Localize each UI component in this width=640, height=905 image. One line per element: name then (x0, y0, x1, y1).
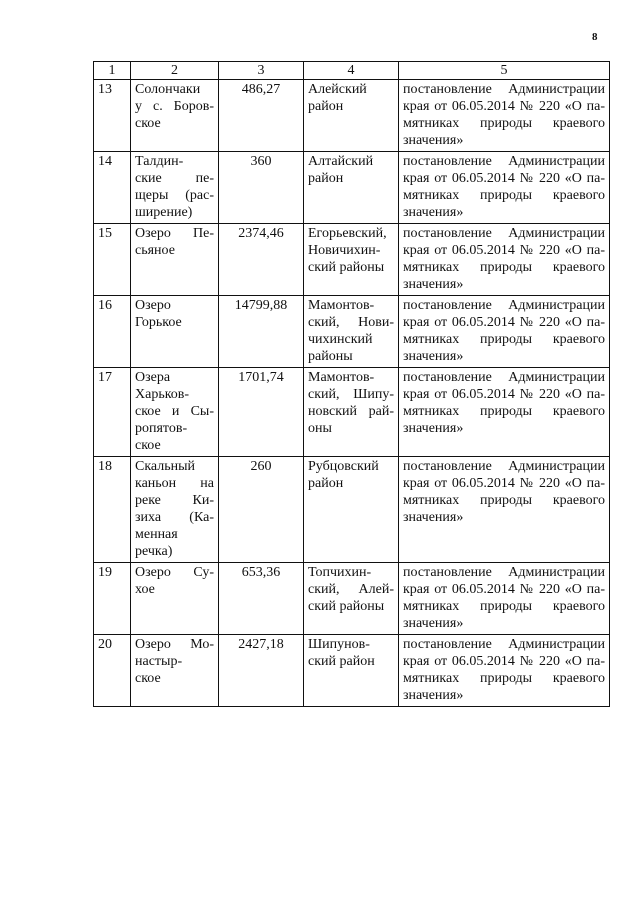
table-row (94, 635, 610, 707)
column-header-3: 3 (219, 62, 304, 80)
cell-line: значения» (403, 133, 464, 148)
cell-line: ский, Шипу- (308, 387, 394, 402)
cell-line: значения» (403, 205, 464, 220)
cell-line: края от 06.05.2014 № 220 «О па- (403, 315, 605, 330)
cell-line: значения» (403, 616, 464, 631)
column-header-1: 1 (94, 62, 131, 80)
table-row (94, 457, 610, 563)
cell-line: мятниках природы краевого (403, 260, 605, 275)
cell-line: Рубцовский (308, 459, 379, 474)
cell-line: постановление Администрации (403, 82, 605, 97)
cell-line: края от 06.05.2014 № 220 «О па- (403, 171, 605, 186)
cell-line: Талдин- (135, 154, 184, 169)
cell-line: постановление Администрации (403, 226, 605, 241)
cell-line: Мамонтов- (308, 298, 375, 313)
cell-line: постановление Администрации (403, 459, 605, 474)
cell-line: мятниках природы краевого (403, 116, 605, 131)
cell-line: хое (135, 582, 155, 597)
cell-line: края от 06.05.2014 № 220 «О па- (403, 582, 605, 597)
cell-line: мятниках природы краевого (403, 599, 605, 614)
cell-line: речка) (135, 544, 173, 559)
cell-line: ский район (308, 654, 375, 669)
cell-line: ское (135, 671, 161, 686)
cell-line: ропятов- (135, 421, 188, 436)
table-body (94, 62, 610, 707)
cell-line: сьяное (135, 243, 175, 258)
cell-line: постановление Администрации (403, 637, 605, 652)
area-cell: 360 (219, 152, 304, 224)
column-header-5: 5 (399, 62, 610, 80)
column-header-4: 4 (304, 62, 399, 80)
cell-line: ширение) (135, 205, 193, 220)
row-number-cell: 20 (94, 635, 131, 707)
district-cell (304, 152, 399, 224)
district-cell (304, 368, 399, 457)
monument-name-cell (131, 224, 219, 296)
cell-line: чихинский (308, 332, 373, 347)
cell-line: район (308, 476, 344, 491)
legal-basis-cell (399, 80, 610, 152)
cell-line: реке Ки- (135, 493, 214, 508)
row-number-cell: 15 (94, 224, 131, 296)
cell-line: ское и Сы- (135, 404, 214, 419)
cell-line: Озеро Пе- (135, 226, 214, 241)
nature-monuments-table (93, 61, 610, 707)
cell-line: Озеро Мо- (135, 637, 214, 652)
cell-line: районы (308, 349, 353, 364)
monument-name-cell (131, 368, 219, 457)
cell-line: Солончаки (135, 82, 201, 97)
cell-line: ские пе- (135, 171, 214, 186)
cell-line: Егорьевский, (308, 226, 387, 241)
district-cell (304, 224, 399, 296)
cell-line: ское (135, 116, 161, 131)
monument-name-cell (131, 152, 219, 224)
district-cell (304, 80, 399, 152)
cell-line: значения» (403, 277, 464, 292)
monument-name-cell (131, 563, 219, 635)
monument-name-cell (131, 457, 219, 563)
cell-line: мятниках природы краевого (403, 493, 605, 508)
cell-line: мятниках природы краевого (403, 332, 605, 347)
cell-line: значения» (403, 510, 464, 525)
area-cell: 14799,88 (219, 296, 304, 368)
row-number-cell: 19 (94, 563, 131, 635)
cell-line: значения» (403, 349, 464, 364)
legal-basis-cell (399, 224, 610, 296)
cell-line: мятниках природы краевого (403, 404, 605, 419)
cell-line: значения» (403, 688, 464, 703)
cell-line: у с. Боров- (135, 99, 214, 114)
cell-line: мятниках природы краевого (403, 188, 605, 203)
cell-line: постановление Администрации (403, 370, 605, 385)
row-number-cell: 14 (94, 152, 131, 224)
cell-line: Алейский (308, 82, 367, 97)
cell-line: Новичихин- (308, 243, 381, 258)
cell-line: края от 06.05.2014 № 220 «О па- (403, 654, 605, 669)
cell-line: мятниках природы краевого (403, 671, 605, 686)
cell-line: Озеро (135, 298, 171, 313)
district-cell (304, 635, 399, 707)
cell-line: ский, Нови- (308, 315, 394, 330)
area-cell: 1701,74 (219, 368, 304, 457)
cell-line: ский районы (308, 599, 385, 614)
table-row (94, 296, 610, 368)
table-row (94, 368, 610, 457)
cell-line: края от 06.05.2014 № 220 «О па- (403, 243, 605, 258)
cell-line: новский рай- (308, 404, 394, 419)
cell-line: значения» (403, 421, 464, 436)
cell-line: Скальный (135, 459, 196, 474)
cell-line: ский, Алей- (308, 582, 394, 597)
monument-name-cell (131, 80, 219, 152)
district-cell (304, 563, 399, 635)
cell-line: Горькое (135, 315, 182, 330)
cell-line: настыр- (135, 654, 183, 669)
legal-basis-cell (399, 296, 610, 368)
cell-line: Шипунов- (308, 637, 370, 652)
cell-line: постановление Администрации (403, 154, 605, 169)
column-header-2: 2 (131, 62, 219, 80)
cell-line: ское (135, 438, 161, 453)
row-number-cell: 13 (94, 80, 131, 152)
page-number: 8 (592, 31, 598, 43)
cell-line: зиха (Ка- (135, 510, 214, 525)
cell-line: район (308, 99, 344, 114)
monument-name-cell (131, 296, 219, 368)
table-header-row (94, 62, 610, 80)
monument-name-cell (131, 635, 219, 707)
table-row (94, 563, 610, 635)
row-number-cell: 16 (94, 296, 131, 368)
cell-line: щеры (рас- (135, 188, 214, 203)
cell-line: Алтайский (308, 154, 374, 169)
district-cell (304, 457, 399, 563)
cell-line: края от 06.05.2014 № 220 «О па- (403, 387, 605, 402)
cell-line: район (308, 171, 344, 186)
table-row (94, 152, 610, 224)
cell-line: Харьков- (135, 387, 190, 402)
area-cell: 486,27 (219, 80, 304, 152)
cell-line: менная (135, 527, 178, 542)
table-row (94, 224, 610, 296)
cell-line: каньон на (135, 476, 214, 491)
area-cell: 653,36 (219, 563, 304, 635)
legal-basis-cell (399, 635, 610, 707)
district-cell (304, 296, 399, 368)
cell-line: постановление Администрации (403, 565, 605, 580)
cell-line: края от 06.05.2014 № 220 «О па- (403, 476, 605, 491)
cell-line: Мамонтов- (308, 370, 375, 385)
legal-basis-cell (399, 152, 610, 224)
cell-line: Топчихин- (308, 565, 372, 580)
legal-basis-cell (399, 563, 610, 635)
cell-line: Озеро Су- (135, 565, 214, 580)
row-number-cell: 17 (94, 368, 131, 457)
legal-basis-cell (399, 457, 610, 563)
cell-line: оны (308, 421, 332, 436)
table-row (94, 80, 610, 152)
cell-line: постановление Администрации (403, 298, 605, 313)
legal-basis-cell (399, 368, 610, 457)
cell-line: Озера (135, 370, 171, 385)
area-cell: 2374,46 (219, 224, 304, 296)
cell-line: ский районы (308, 260, 385, 275)
cell-line: края от 06.05.2014 № 220 «О па- (403, 99, 605, 114)
row-number-cell: 18 (94, 457, 131, 563)
area-cell: 260 (219, 457, 304, 563)
area-cell: 2427,18 (219, 635, 304, 707)
